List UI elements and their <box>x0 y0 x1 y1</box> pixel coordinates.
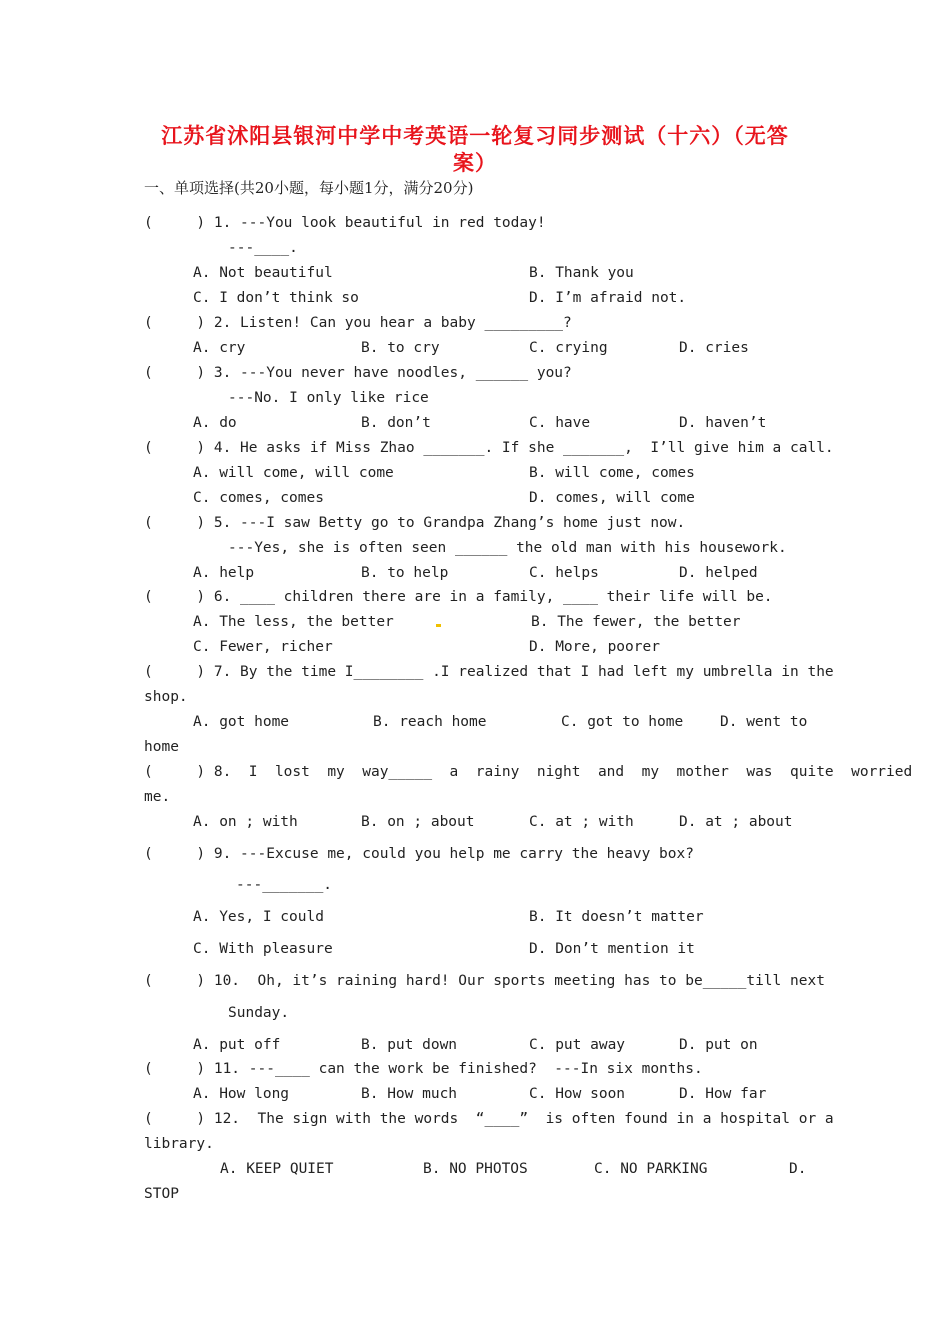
question-10-option-b: B. put down <box>361 1037 458 1053</box>
question-7-option-d: D. went to <box>720 714 808 730</box>
question-5-reply: ---Yes, she is often seen ______ the old man with his housework. <box>228 540 787 556</box>
question-8-option-a: A. on ; with <box>193 814 298 830</box>
question-7-option-b: B. reach home <box>373 714 487 730</box>
question-4-option-b: B. will come, comes <box>529 465 695 481</box>
question-11-option-a: A. How long <box>193 1086 290 1102</box>
question-7-option-a: A. got home <box>193 714 290 730</box>
question-8-stem-wrap: me. <box>144 789 171 805</box>
question-9-option-d: D. Don’t mention it <box>529 941 695 957</box>
question-12-stem-wrap: library. <box>144 1136 214 1152</box>
question-8-option-c: C. at ; with <box>529 814 634 830</box>
question-5-option-b: B. to help <box>361 565 449 581</box>
question-12-stem: ( ) 12. The sign with the words “____” is often found in a hospital or a <box>144 1111 834 1127</box>
question-10-option-c: C. put away <box>529 1037 626 1053</box>
page-title <box>140 122 810 176</box>
question-9-option-a: A. Yes, I could <box>193 909 324 925</box>
question-3-option-a: A. do <box>193 415 237 431</box>
question-6-option-a: A. The less, the better <box>193 614 394 630</box>
question-10-stem-wrap: Sunday. <box>228 1005 290 1021</box>
question-9-reply: ---_______. <box>236 877 333 893</box>
question-5-option-d: D. helped <box>679 565 758 581</box>
question-4-option-c: C. comes, comes <box>193 490 324 506</box>
question-11-option-c: C. How soon <box>529 1086 626 1102</box>
question-5-option-a: A. help <box>193 565 255 581</box>
question-5-stem: ( ) 5. ---I saw Betty go to Grandpa Zhang’s home just now. <box>144 515 686 531</box>
question-6-option-b: B. The fewer, the better <box>531 614 741 630</box>
question-2-option-b: B. to cry <box>361 340 440 356</box>
question-5-option-c: C. helps <box>529 565 599 581</box>
question-1-option-c: C. I don’t think so <box>193 290 359 306</box>
question-9-option-c: C. With pleasure <box>193 941 333 957</box>
title-line-1: 江苏省沭阳县银河中学中考英语一轮复习同步测试（十六）（无答 <box>161 123 789 148</box>
question-2-option-c: C. crying <box>529 340 608 356</box>
question-9-stem: ( ) 9. ---Excuse me, could you help me carry the heavy box? <box>144 846 694 862</box>
question-1-option-a: A. Not beautiful <box>193 265 333 281</box>
question-3-stem: ( ) 3. ---You never have noodles, ______ you? <box>144 365 572 381</box>
question-10-option-a: A. put off <box>193 1037 281 1053</box>
question-9-option-b: B. It doesn’t matter <box>529 909 704 925</box>
question-2-option-d: D. cries <box>679 340 749 356</box>
question-11-option-b: B. How much <box>361 1086 458 1102</box>
question-8-option-b: B. on ; about <box>361 814 475 830</box>
question-3-option-c: C. have <box>529 415 591 431</box>
question-11-stem: ( ) 11. ---____ can the work be finished? ---In six months. <box>144 1061 703 1077</box>
question-10-option-d: D. put on <box>679 1037 758 1053</box>
question-12-option-a: A. KEEP QUIET <box>220 1161 334 1177</box>
question-6-option-d: D. More, poorer <box>529 639 660 655</box>
question-1-stem: ( ) 1. ---You look beautiful in red today! <box>144 215 546 231</box>
title-line-2: 案） <box>453 150 497 175</box>
question-1-option-d: D. I’m afraid not. <box>529 290 687 306</box>
question-4-stem: ( ) 4. He asks if Miss Zhao _______. If she _______, I’ll give him a call. <box>144 440 834 456</box>
question-4-option-a: A. will come, will come <box>193 465 394 481</box>
question-7-option-d-wrap: home <box>144 739 179 755</box>
question-12-option-c: C. NO PARKING <box>594 1161 708 1177</box>
question-12-option-b: B. NO PHOTOS <box>423 1161 528 1177</box>
question-7-option-c: C. got to home <box>561 714 684 730</box>
question-12-option-d: D. <box>789 1161 807 1177</box>
question-10-stem: ( ) 10. Oh, it’s raining hard! Our sports meeting has to be_____till next <box>144 973 825 989</box>
question-11-option-d: D. How far <box>679 1086 767 1102</box>
section-heading: 一、单项选择(共20小题，每小题1分，满分20分) <box>144 179 474 197</box>
question-3-option-b: B. don’t <box>361 415 431 431</box>
question-12-option-d-wrap: STOP <box>144 1186 179 1202</box>
question-8-option-d: D. at ; about <box>679 814 793 830</box>
question-6-stem: ( ) 6. ____ children there are in a family, ____ their life will be. <box>144 589 773 605</box>
question-8-stem: ( ) 8. I lost my way_____ a rainy night and my mother was quite worried <box>144 764 913 780</box>
question-3-option-d: D. haven’t <box>679 415 767 431</box>
question-6-option-c: C. Fewer, richer <box>193 639 333 655</box>
question-1-option-b: B. Thank you <box>529 265 634 281</box>
question-3-reply: ---No. I only like rice <box>228 390 429 406</box>
question-4-option-d: D. comes, will come <box>529 490 695 506</box>
question-7-stem: ( ) 7. By the time I________ .I realized that I had left my umbrella in the <box>144 664 834 680</box>
stray-mark <box>436 624 441 627</box>
question-7-stem-wrap: shop. <box>144 689 188 705</box>
question-2-option-a: A. cry <box>193 340 246 356</box>
question-1-reply: ---____. <box>228 240 298 256</box>
question-2-stem: ( ) 2. Listen! Can you hear a baby _________? <box>144 315 572 331</box>
